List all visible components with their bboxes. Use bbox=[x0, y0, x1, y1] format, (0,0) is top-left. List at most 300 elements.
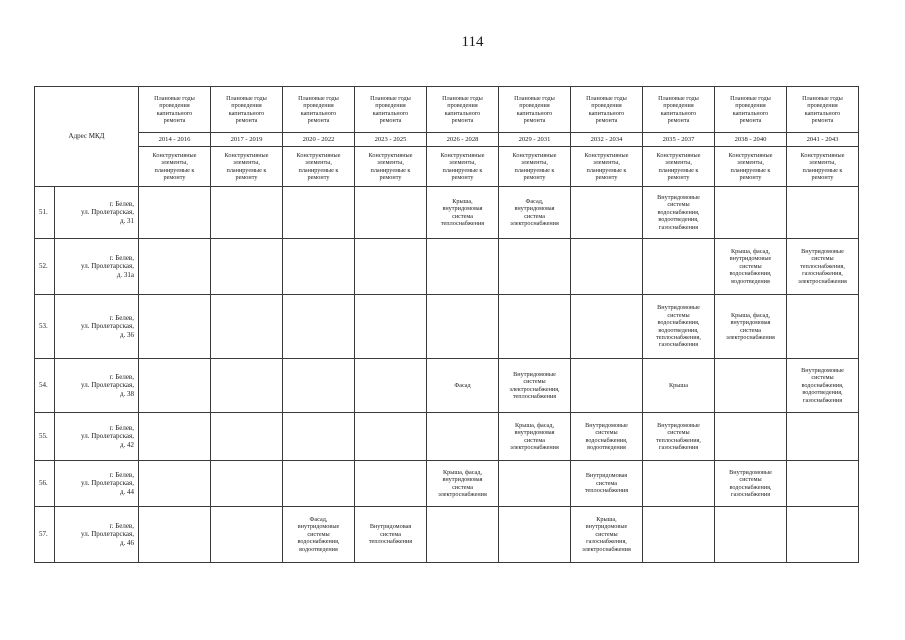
repair-elements-cell bbox=[499, 413, 571, 461]
text-line: планируемые к bbox=[226, 166, 267, 174]
repair-elements-cell bbox=[355, 413, 427, 461]
table-row bbox=[35, 239, 859, 295]
text-line: планируемые к bbox=[586, 166, 627, 174]
repair-elements-cell bbox=[355, 461, 427, 507]
repair-elements-cell bbox=[211, 187, 283, 239]
text-line: теплоснабжения, bbox=[656, 436, 701, 444]
repair-elements-cell bbox=[787, 413, 859, 461]
repair-elements-cell bbox=[571, 295, 643, 359]
repair-elements-cell bbox=[499, 239, 571, 295]
repair-elements-cell bbox=[715, 187, 787, 239]
repair-elements-cell bbox=[787, 461, 859, 507]
repair-elements-cell bbox=[355, 507, 427, 563]
text-line: водоснабжения, bbox=[801, 381, 844, 389]
text-line: г. Белев, bbox=[109, 253, 134, 262]
planned-years-header bbox=[211, 87, 283, 133]
text-line: теплоснабжения bbox=[368, 538, 413, 546]
text-line: элементы, bbox=[449, 159, 476, 167]
text-line: электроснабжения bbox=[726, 333, 775, 341]
text-line: ремонта bbox=[235, 116, 258, 124]
repair-elements-cell bbox=[499, 359, 571, 413]
text-line: проведения bbox=[735, 102, 766, 110]
text-line: Крыша, фасад, bbox=[730, 311, 770, 319]
text-line: ремонту bbox=[163, 173, 186, 181]
text-line: Плановые годы bbox=[802, 94, 843, 102]
text-line: проведения bbox=[807, 102, 838, 110]
text-line: капитального bbox=[156, 109, 193, 117]
text-line: Внутридомовые bbox=[729, 468, 772, 476]
repair-elements-cell bbox=[139, 359, 211, 413]
text-line: Плановые годы bbox=[154, 94, 195, 102]
repair-elements-cell bbox=[427, 413, 499, 461]
text-line: г. Белев, bbox=[109, 199, 134, 208]
text-line: система bbox=[524, 212, 545, 220]
text-line: Плановые годы bbox=[586, 94, 627, 102]
text-line: капитального bbox=[372, 109, 409, 117]
text-line: газоснабжения bbox=[730, 490, 771, 498]
text-line: Конструктивные bbox=[368, 151, 413, 159]
text-line: проведения bbox=[519, 102, 550, 110]
text-line: г. Белев, bbox=[109, 470, 134, 479]
text-line: г. Белев, bbox=[109, 313, 134, 322]
text-line: проведения bbox=[159, 102, 190, 110]
text-line: электроснабжения bbox=[438, 490, 487, 498]
planned-years-header bbox=[283, 87, 355, 133]
row-address bbox=[55, 461, 139, 507]
row-address bbox=[55, 413, 139, 461]
repair-elements-cell bbox=[499, 461, 571, 507]
text-line: Плановые годы bbox=[730, 94, 771, 102]
text-line: элементы, bbox=[665, 159, 692, 167]
text-line: ремонта bbox=[667, 116, 690, 124]
text-line: водоотведения bbox=[299, 545, 338, 553]
repair-elements-cell bbox=[139, 187, 211, 239]
row-address bbox=[55, 187, 139, 239]
text-line: планируемые к bbox=[370, 166, 411, 174]
row-number: 54. bbox=[35, 359, 55, 413]
text-line: электроснабжения bbox=[582, 545, 631, 553]
text-line: электроснабжения bbox=[510, 219, 559, 227]
repair-elements-cell bbox=[715, 507, 787, 563]
repair-elements-cell bbox=[643, 187, 715, 239]
elements-header bbox=[427, 147, 499, 187]
text-line: Внутридомовая bbox=[369, 523, 412, 531]
table-row bbox=[35, 507, 859, 563]
repair-elements-cell bbox=[427, 461, 499, 507]
text-line: проведения bbox=[375, 102, 406, 110]
repair-elements-cell bbox=[139, 507, 211, 563]
text-line: Крыша bbox=[669, 381, 688, 389]
repair-elements-cell bbox=[283, 461, 355, 507]
text-line: теплоснабжения, bbox=[800, 262, 845, 270]
text-line: Внутридомовые bbox=[657, 193, 700, 201]
text-line: г. Белев, bbox=[109, 423, 134, 432]
text-line: проведения bbox=[303, 102, 334, 110]
text-line: газоснабжения bbox=[802, 396, 843, 404]
text-line: элементы, bbox=[737, 159, 764, 167]
text-line: ремонта bbox=[523, 116, 546, 124]
text-line: Конструктивные bbox=[656, 151, 701, 159]
repair-elements-cell bbox=[427, 507, 499, 563]
text-line: ремонта bbox=[379, 116, 402, 124]
text-line: внутридомовая bbox=[730, 319, 771, 327]
text-line: водоснабжения, bbox=[585, 436, 628, 444]
text-line: д. 46 bbox=[119, 538, 134, 547]
text-line: газоснабжения bbox=[658, 341, 699, 349]
text-line: ремонта bbox=[595, 116, 618, 124]
text-line: система bbox=[524, 436, 545, 444]
period-header: 2035 - 2037 bbox=[643, 133, 715, 147]
text-line: элементы, bbox=[305, 159, 332, 167]
repair-elements-cell bbox=[643, 295, 715, 359]
text-line: капитального bbox=[300, 109, 337, 117]
text-line: проведения bbox=[591, 102, 622, 110]
planned-years-header bbox=[499, 87, 571, 133]
row-number: 56. bbox=[35, 461, 55, 507]
planned-years-header bbox=[787, 87, 859, 133]
text-line: системы bbox=[595, 429, 618, 437]
text-line: Конструктивные bbox=[440, 151, 485, 159]
text-line: теплоснабжения bbox=[584, 487, 629, 495]
text-line: водоснабжения, bbox=[729, 483, 772, 491]
repair-elements-cell bbox=[787, 239, 859, 295]
text-line: д. 38 bbox=[119, 389, 134, 398]
text-line: ремонта bbox=[739, 116, 762, 124]
text-line: ремонту bbox=[667, 173, 690, 181]
text-line: Конструктивные bbox=[296, 151, 341, 159]
repair-elements-cell bbox=[643, 239, 715, 295]
text-line: системы bbox=[667, 311, 690, 319]
text-line: Плановые годы bbox=[442, 94, 483, 102]
repair-elements-cell bbox=[211, 239, 283, 295]
text-line: ул. Пролетарская, bbox=[81, 262, 134, 271]
row-number: 52. bbox=[35, 239, 55, 295]
period-header: 2038 - 2040 bbox=[715, 133, 787, 147]
text-line: д. 31а bbox=[116, 270, 134, 279]
repair-elements-cell bbox=[211, 461, 283, 507]
table-row bbox=[35, 359, 859, 413]
text-line: Плановые годы bbox=[514, 94, 555, 102]
text-line: системы bbox=[739, 262, 762, 270]
text-line: ул. Пролетарская, bbox=[81, 479, 134, 488]
text-line: Плановые годы bbox=[298, 94, 339, 102]
text-line: элементы, bbox=[809, 159, 836, 167]
text-line: ремонту bbox=[811, 173, 834, 181]
row-number: 57. bbox=[35, 507, 55, 563]
text-line: проведения bbox=[663, 102, 694, 110]
text-line: Внутридомовые bbox=[585, 421, 628, 429]
text-line: капитального bbox=[804, 109, 841, 117]
repair-elements-cell bbox=[571, 413, 643, 461]
period-header: 2029 - 2031 bbox=[499, 133, 571, 147]
text-line: водоотведения bbox=[731, 277, 770, 285]
text-line: проведения bbox=[231, 102, 262, 110]
text-line: внутридомовая bbox=[442, 205, 483, 213]
text-line: электроснабжения, bbox=[509, 385, 560, 393]
repair-elements-cell bbox=[571, 359, 643, 413]
text-line: ремонту bbox=[595, 173, 618, 181]
text-line: Фасад bbox=[454, 381, 471, 389]
text-line: капитального bbox=[588, 109, 625, 117]
text-line: газоснабжения bbox=[658, 443, 699, 451]
repair-elements-cell bbox=[355, 295, 427, 359]
text-line: планируемые к bbox=[298, 166, 339, 174]
period-header: 2032 - 2034 bbox=[571, 133, 643, 147]
text-line: системы bbox=[307, 530, 330, 538]
text-line: Крыша, фасад, bbox=[730, 247, 770, 255]
repair-elements-cell bbox=[427, 359, 499, 413]
text-line: элементы, bbox=[593, 159, 620, 167]
text-line: элементы, bbox=[377, 159, 404, 167]
repair-elements-cell bbox=[355, 187, 427, 239]
text-line: внутридомовая bbox=[514, 429, 555, 437]
text-line: Конструктивные bbox=[584, 151, 629, 159]
text-line: элементы, bbox=[521, 159, 548, 167]
repair-elements-cell bbox=[787, 359, 859, 413]
text-line: теплоснабжения bbox=[440, 219, 485, 227]
text-line: Внутридомовая bbox=[585, 472, 628, 480]
text-line: система bbox=[452, 212, 473, 220]
row-address bbox=[55, 239, 139, 295]
text-line: ремонту bbox=[235, 173, 258, 181]
repair-elements-cell bbox=[211, 295, 283, 359]
period-header: 2041 - 2043 bbox=[787, 133, 859, 147]
text-line: система bbox=[380, 530, 401, 538]
text-line: ремонту bbox=[451, 173, 474, 181]
repair-elements-cell bbox=[715, 413, 787, 461]
text-line: Крыша, фасад, bbox=[514, 421, 554, 429]
text-line: Плановые годы bbox=[226, 94, 267, 102]
text-line: ул. Пролетарская, bbox=[81, 530, 134, 539]
repair-elements-cell bbox=[427, 187, 499, 239]
repair-elements-cell bbox=[715, 359, 787, 413]
row-number: 51. bbox=[35, 187, 55, 239]
text-line: Конструктивные bbox=[512, 151, 557, 159]
text-line: Конструктивные bbox=[224, 151, 269, 159]
text-line: проведения bbox=[447, 102, 478, 110]
text-line: водоснабжения, bbox=[729, 270, 772, 278]
text-line: электроснабжения bbox=[510, 443, 559, 451]
text-line: Крыша, фасад, bbox=[442, 468, 482, 476]
table-row bbox=[35, 413, 859, 461]
text-line: водоотведения, bbox=[658, 216, 699, 224]
text-line: системы bbox=[739, 476, 762, 484]
row-address bbox=[55, 507, 139, 563]
text-line: ремонта bbox=[451, 116, 474, 124]
elements-header bbox=[283, 147, 355, 187]
text-line: ремонту bbox=[307, 173, 330, 181]
text-line: теплоснабжения bbox=[512, 392, 557, 400]
text-line: Конструктивные bbox=[152, 151, 197, 159]
repair-elements-cell bbox=[139, 295, 211, 359]
text-line: планируемые к bbox=[442, 166, 483, 174]
repair-elements-cell bbox=[283, 187, 355, 239]
repair-elements-cell bbox=[283, 295, 355, 359]
period-header: 2020 - 2022 bbox=[283, 133, 355, 147]
text-line: системы bbox=[811, 374, 834, 382]
text-line: Плановые годы bbox=[658, 94, 699, 102]
repair-elements-cell bbox=[283, 359, 355, 413]
text-line: д. 44 bbox=[119, 487, 134, 496]
text-line: Внутридомовые bbox=[657, 304, 700, 312]
repair-elements-cell bbox=[427, 239, 499, 295]
text-line: г. Белев, bbox=[109, 372, 134, 381]
text-line: Конструктивные bbox=[800, 151, 845, 159]
text-line: планируемые к bbox=[658, 166, 699, 174]
text-line: ремонту bbox=[379, 173, 402, 181]
planned-years-header bbox=[355, 87, 427, 133]
repair-elements-cell bbox=[211, 413, 283, 461]
period-header: 2026 - 2028 bbox=[427, 133, 499, 147]
text-line: системы bbox=[667, 429, 690, 437]
repair-elements-cell bbox=[715, 461, 787, 507]
text-line: элементы, bbox=[233, 159, 260, 167]
repair-elements-cell bbox=[499, 295, 571, 359]
text-line: газоснабжения, bbox=[586, 538, 627, 546]
address-column-header: Адрес МКД bbox=[35, 87, 139, 187]
page-number: 114 bbox=[461, 34, 484, 50]
text-line: ремонта bbox=[811, 116, 834, 124]
text-line: электроснабжения bbox=[798, 277, 847, 285]
table-row bbox=[35, 187, 859, 239]
text-line: внутридомовые bbox=[729, 255, 772, 263]
planned-years-header bbox=[427, 87, 499, 133]
repair-elements-cell bbox=[643, 507, 715, 563]
planned-years-header bbox=[571, 87, 643, 133]
text-line: Плановые годы bbox=[370, 94, 411, 102]
repair-elements-cell bbox=[139, 413, 211, 461]
text-line: системы bbox=[595, 530, 618, 538]
text-line: Внутридомовые bbox=[513, 370, 556, 378]
text-line: Крыша, bbox=[452, 197, 473, 205]
text-line: д. 31 bbox=[119, 216, 134, 225]
text-line: планируемые к bbox=[802, 166, 843, 174]
repair-elements-cell bbox=[283, 239, 355, 295]
text-line: капитального bbox=[444, 109, 481, 117]
period-header: 2014 - 2016 bbox=[139, 133, 211, 147]
text-line: система bbox=[596, 479, 617, 487]
table-row bbox=[35, 295, 859, 359]
repair-elements-cell bbox=[211, 359, 283, 413]
period-header: 2023 - 2025 bbox=[355, 133, 427, 147]
repair-elements-cell bbox=[571, 239, 643, 295]
text-line: внутридомовая bbox=[442, 476, 483, 484]
row-number: 55. bbox=[35, 413, 55, 461]
text-line: ремонту bbox=[739, 173, 762, 181]
repair-elements-cell bbox=[283, 507, 355, 563]
text-line: водоснабжения, bbox=[657, 208, 700, 216]
text-line: ул. Пролетарская, bbox=[81, 208, 134, 217]
text-line: капитального bbox=[228, 109, 265, 117]
repair-elements-cell bbox=[211, 507, 283, 563]
row-number: 53. bbox=[35, 295, 55, 359]
elements-header bbox=[139, 147, 211, 187]
repair-elements-cell bbox=[355, 239, 427, 295]
repair-elements-cell bbox=[427, 295, 499, 359]
elements-header bbox=[715, 147, 787, 187]
elements-header bbox=[571, 147, 643, 187]
repair-elements-cell bbox=[643, 359, 715, 413]
text-line: система bbox=[740, 326, 761, 334]
table-row bbox=[35, 461, 859, 507]
text-line: ремонту bbox=[523, 173, 546, 181]
text-line: Фасад, bbox=[309, 515, 328, 523]
text-line: Фасад, bbox=[525, 197, 544, 205]
text-line: планируемые к bbox=[154, 166, 195, 174]
text-line: системы bbox=[667, 201, 690, 209]
text-line: элементы, bbox=[161, 159, 188, 167]
repair-elements-cell bbox=[571, 507, 643, 563]
elements-header bbox=[787, 147, 859, 187]
text-line: водоотведения, bbox=[658, 326, 699, 334]
repair-elements-cell bbox=[571, 461, 643, 507]
repair-elements-cell bbox=[499, 187, 571, 239]
text-line: д. 36 bbox=[119, 330, 134, 339]
text-line: Внутридомовые bbox=[801, 366, 844, 374]
text-line: д. 42 bbox=[119, 440, 134, 449]
text-line: Внутридомовые bbox=[801, 247, 844, 255]
repair-elements-cell bbox=[139, 461, 211, 507]
repair-elements-cell bbox=[643, 461, 715, 507]
capital-repair-table bbox=[34, 86, 859, 563]
text-line: внутридомовая bbox=[514, 205, 555, 213]
repair-elements-cell bbox=[787, 507, 859, 563]
repair-elements-cell bbox=[499, 507, 571, 563]
text-line: планируемые к bbox=[730, 166, 771, 174]
text-line: система bbox=[452, 483, 473, 491]
text-line: планируемые к bbox=[514, 166, 555, 174]
planned-years-header bbox=[715, 87, 787, 133]
text-line: теплоснабжения, bbox=[656, 333, 701, 341]
repair-elements-cell bbox=[787, 187, 859, 239]
elements-header bbox=[643, 147, 715, 187]
row-address bbox=[55, 295, 139, 359]
elements-header bbox=[211, 147, 283, 187]
repair-elements-cell bbox=[787, 295, 859, 359]
text-line: водоотведения bbox=[587, 443, 626, 451]
text-line: г. Белев, bbox=[109, 521, 134, 530]
text-line: ремонта bbox=[163, 116, 186, 124]
text-line: Внутридомовые bbox=[657, 421, 700, 429]
elements-header bbox=[355, 147, 427, 187]
text-line: внутридомовые bbox=[585, 523, 628, 531]
period-header: 2017 - 2019 bbox=[211, 133, 283, 147]
repair-elements-cell bbox=[715, 295, 787, 359]
repair-elements-cell bbox=[139, 239, 211, 295]
text-line: внутридомовые bbox=[297, 523, 340, 531]
text-line: капитального bbox=[516, 109, 553, 117]
text-line: водоснабжения, bbox=[657, 319, 700, 327]
text-line: ул. Пролетарская, bbox=[81, 432, 134, 441]
text-line: капитального bbox=[732, 109, 769, 117]
repair-elements-cell bbox=[283, 413, 355, 461]
text-line: газоснабжения, bbox=[802, 270, 843, 278]
row-address bbox=[55, 359, 139, 413]
text-line: ул. Пролетарская, bbox=[81, 381, 134, 390]
text-line: газоснабжения bbox=[658, 223, 699, 231]
text-line: капитального bbox=[660, 109, 697, 117]
text-line: системы bbox=[811, 255, 834, 263]
repair-elements-cell bbox=[715, 239, 787, 295]
repair-elements-cell bbox=[571, 187, 643, 239]
repair-elements-cell bbox=[643, 413, 715, 461]
text-line: Крыша, bbox=[596, 515, 617, 523]
elements-header bbox=[499, 147, 571, 187]
planned-years-header bbox=[643, 87, 715, 133]
text-line: Конструктивные bbox=[728, 151, 773, 159]
text-line: системы bbox=[523, 378, 546, 386]
text-line: ул. Пролетарская, bbox=[81, 322, 134, 331]
